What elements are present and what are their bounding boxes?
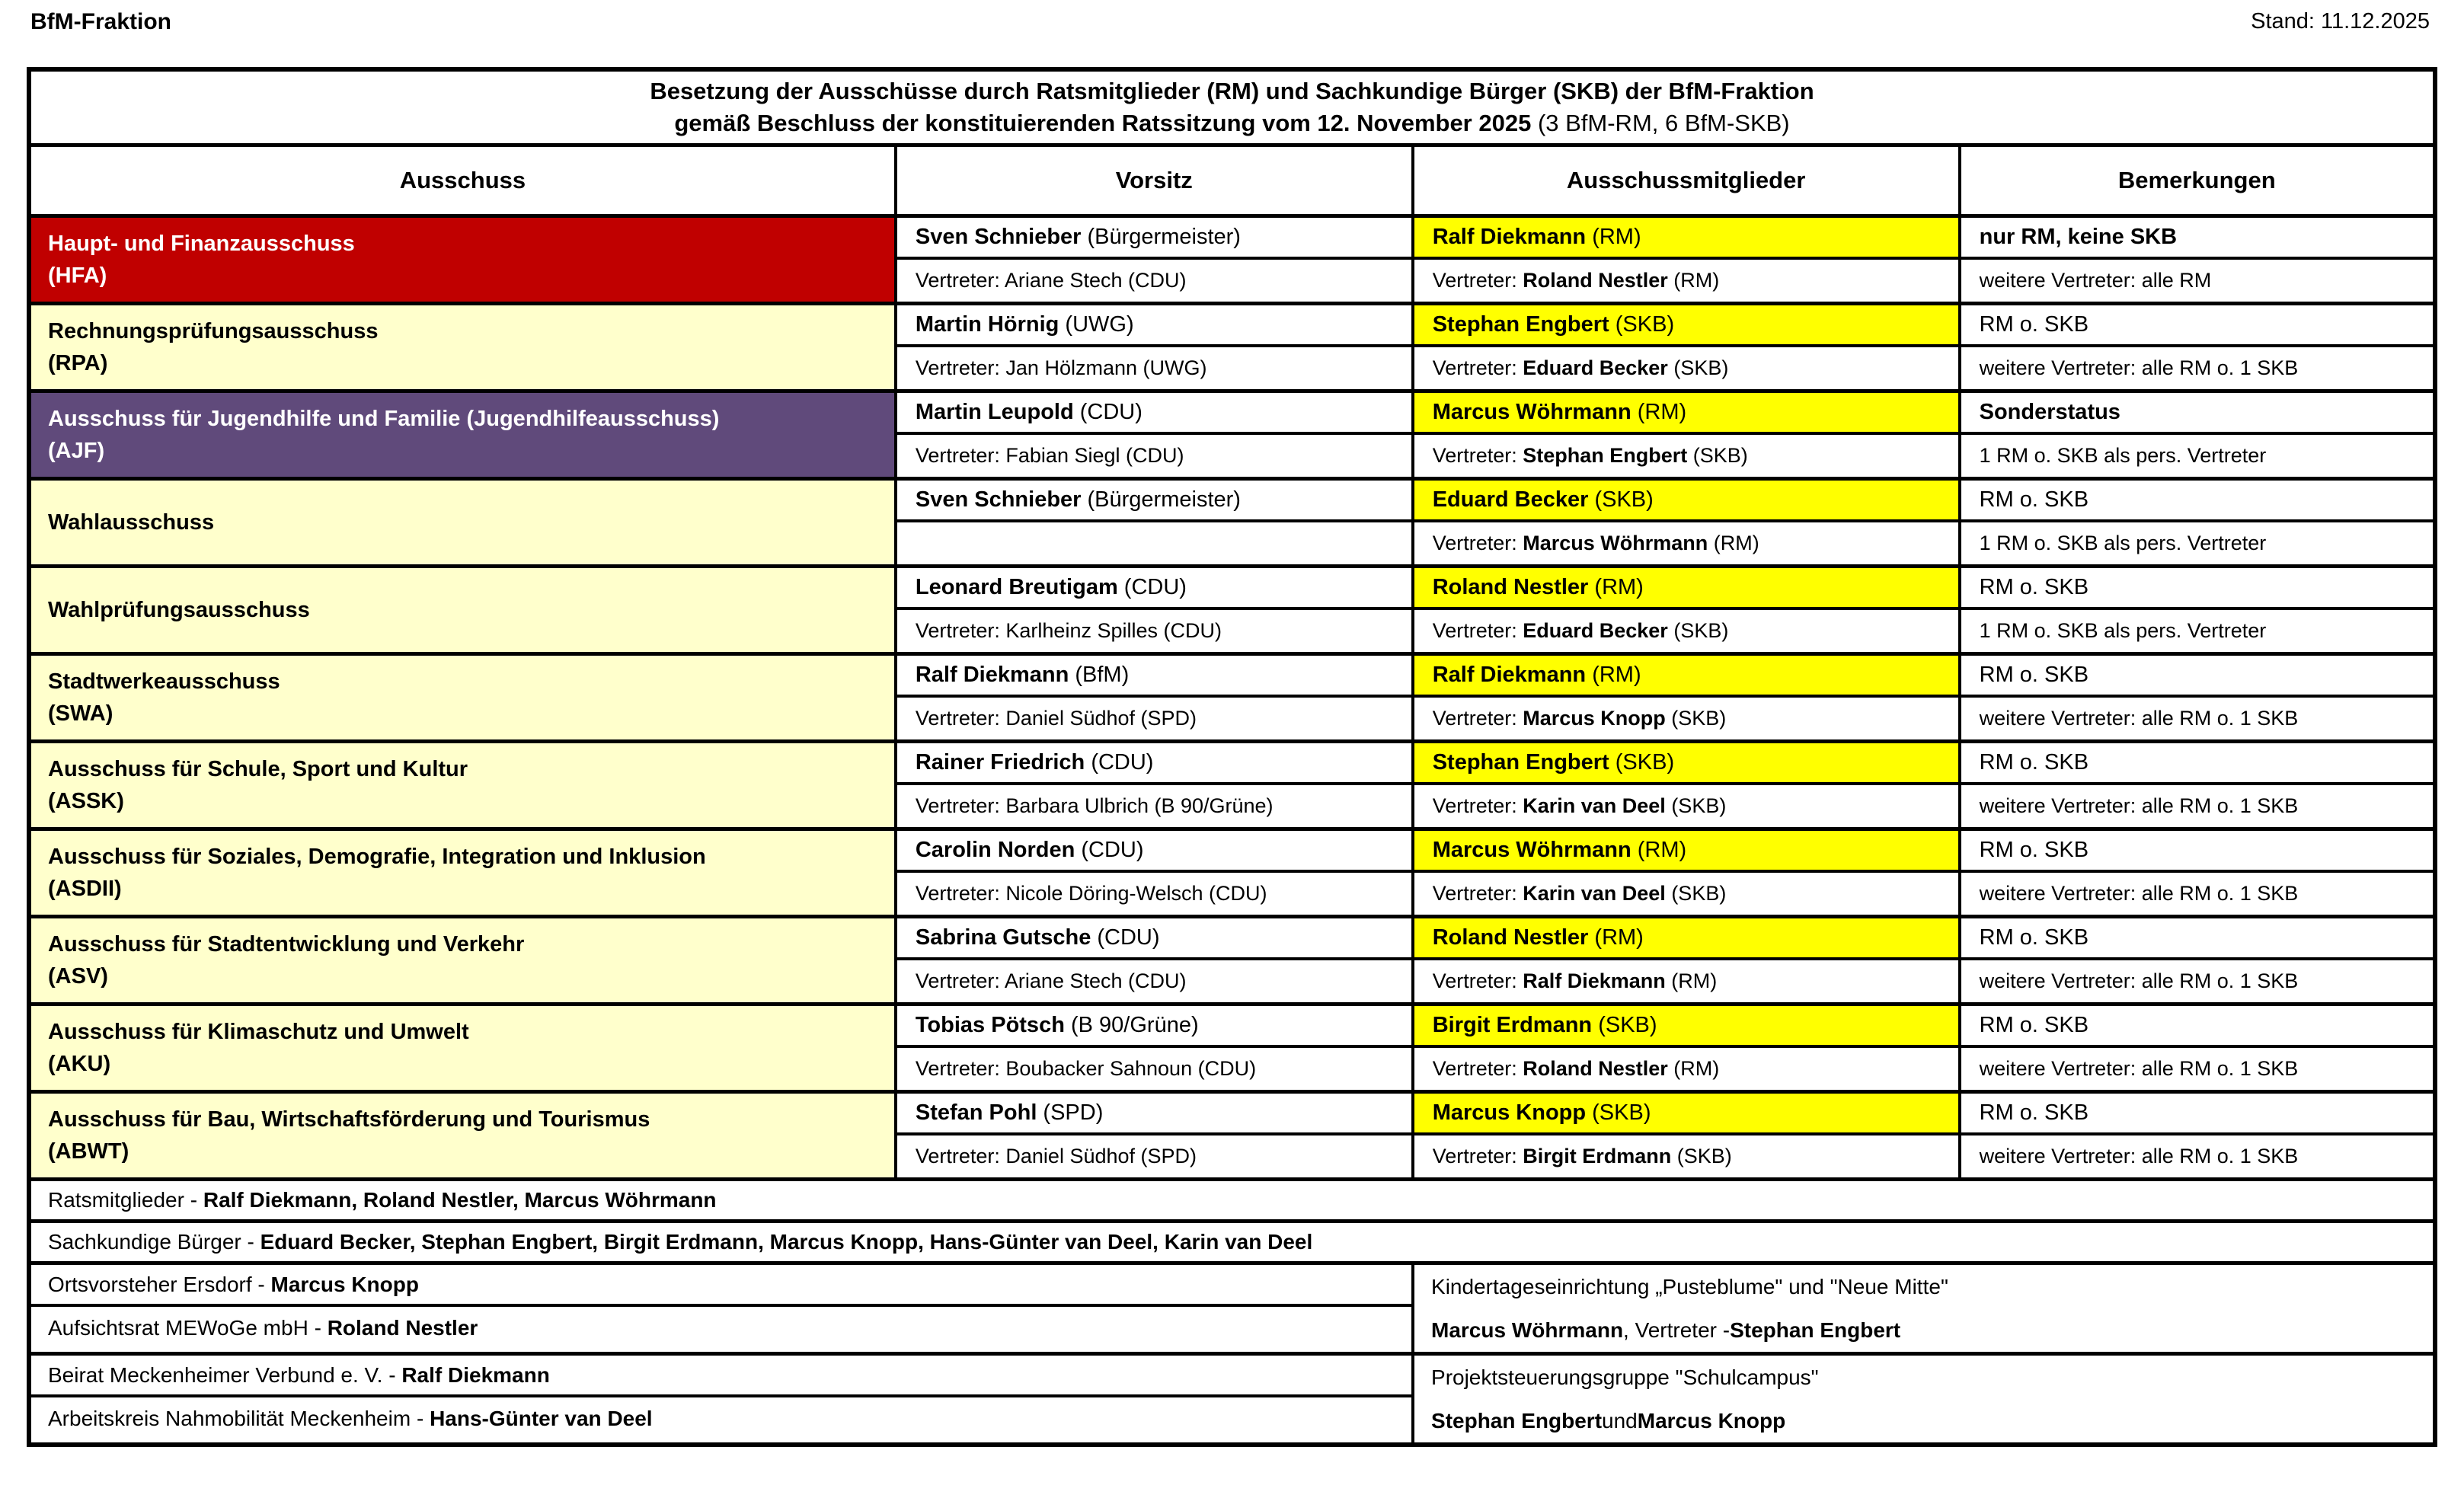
committee-abbr: (ABWT) bbox=[48, 1139, 129, 1164]
mandate-name-segment: und bbox=[1602, 1408, 1638, 1433]
remarks-cell bbox=[1958, 481, 2433, 564]
committee-abbr: (AJF) bbox=[48, 439, 105, 463]
remarks-cell bbox=[1958, 218, 2433, 302]
member-line: Marcus Wöhrmann (RM) bbox=[1414, 393, 1958, 435]
members-cell bbox=[1411, 568, 1958, 652]
faction-title: BfM-Fraktion bbox=[30, 9, 171, 34]
member-deputy-line: Vertreter: Ralf Diekmann (RM) bbox=[1432, 969, 1718, 992]
member-line: Marcus Wöhrmann (RM) bbox=[1414, 831, 1958, 873]
mandate-right-line1: Kindertageseinrichtung „Pusteblume" und "Neue Mitte" bbox=[1431, 1274, 1948, 1298]
chair-cell bbox=[894, 393, 1411, 477]
remark-line: RM o. SKB bbox=[1961, 1006, 2433, 1048]
chair-line: Tobias Pötsch (B 90/Grüne) bbox=[897, 1006, 1411, 1048]
committee-row bbox=[31, 827, 2433, 915]
remark-deputy-line: weitere Vertreter: alle RM o. 1 SKB bbox=[1979, 882, 2299, 905]
member-deputy-line: Vertreter: Marcus Knopp (SKB) bbox=[1432, 707, 1727, 730]
chair-deputy-line: Vertreter: Nicole Döring-Welsch (CDU) bbox=[915, 882, 1267, 905]
remark-deputy-line: weitere Vertreter: alle RM o. 1 SKB bbox=[1979, 707, 2299, 730]
remark-deputy-line: 1 RM o. SKB als pers. Vertreter bbox=[1979, 444, 2267, 467]
members-cell bbox=[1411, 218, 1958, 302]
status-date: Stand: 11.12.2025 bbox=[2251, 9, 2430, 34]
remark-line: RM o. SKB bbox=[1961, 305, 2433, 347]
committee-name-cell bbox=[31, 1094, 894, 1177]
chair-deputy-line: Vertreter: Fabian Siegl (CDU) bbox=[915, 444, 1184, 467]
committee-abbr: (SWA) bbox=[48, 701, 113, 726]
committee-row bbox=[31, 915, 2433, 1002]
committee-name-cell bbox=[31, 656, 894, 739]
remark-deputy-line: weitere Vertreter: alle RM bbox=[1979, 269, 2212, 292]
committee-name: Wahlausschuss bbox=[48, 510, 215, 535]
committee-name-cell bbox=[31, 1006, 894, 1090]
mandate-name-segment: Marcus Knopp bbox=[1637, 1408, 1786, 1433]
footer-mandate-rows bbox=[31, 1261, 2433, 1442]
mandate-name-segment: Marcus Wöhrmann bbox=[1431, 1318, 1624, 1342]
committee-abbr: (ASDII) bbox=[48, 877, 122, 901]
members-cell bbox=[1411, 1094, 1958, 1177]
chair-cell bbox=[894, 743, 1411, 827]
members-cell bbox=[1411, 743, 1958, 827]
table-title bbox=[31, 72, 2433, 143]
member-deputy-line: Vertreter: Stephan Engbert (SKB) bbox=[1432, 444, 1748, 467]
page-header bbox=[30, 9, 2430, 35]
mandate-right-line2 bbox=[1414, 1399, 2433, 1442]
mandate-name-segment: Stephan Engbert bbox=[1730, 1318, 1901, 1342]
committee-name: Stadtwerkeausschuss bbox=[48, 669, 280, 694]
committee-name: Rechnungsprüfungsausschuss bbox=[48, 319, 379, 343]
committee-abbr: (RPA) bbox=[48, 351, 108, 375]
chair-deputy-line bbox=[897, 522, 1411, 564]
members-cell bbox=[1411, 918, 1958, 1002]
remark-deputy-line: weitere Vertreter: alle RM o. 1 SKB bbox=[1979, 356, 2299, 379]
members-cell bbox=[1411, 831, 1958, 915]
mandate-right-cell bbox=[1411, 1265, 2433, 1352]
chair-line: Sabrina Gutsche (CDU) bbox=[897, 918, 1411, 960]
committee-name-cell bbox=[31, 481, 894, 564]
committee-name-cell bbox=[31, 568, 894, 652]
chair-line: Rainer Friedrich (CDU) bbox=[897, 743, 1411, 785]
committee-name: Ausschuss für Schule, Sport und Kultur bbox=[48, 757, 468, 781]
mandate-left-cell bbox=[31, 1265, 1411, 1352]
chair-line: Carolin Norden (CDU) bbox=[897, 831, 1411, 873]
member-line: Ralf Diekmann (RM) bbox=[1414, 656, 1958, 698]
committee-row bbox=[31, 1090, 2433, 1177]
member-line: Stephan Engbert (SKB) bbox=[1414, 743, 1958, 785]
mandate-right-cell bbox=[1411, 1356, 2433, 1442]
committee-abbr: (AKU) bbox=[48, 1052, 111, 1076]
remark-line: RM o. SKB bbox=[1961, 656, 2433, 698]
mandate-left-cell bbox=[31, 1356, 1411, 1442]
chair-cell bbox=[894, 831, 1411, 915]
member-line: Stephan Engbert (SKB) bbox=[1414, 305, 1958, 347]
members-cell bbox=[1411, 481, 1958, 564]
chair-cell bbox=[894, 918, 1411, 1002]
chair-deputy-line: Vertreter: Karlheinz Spilles (CDU) bbox=[915, 619, 1222, 642]
remark-line: nur RM, keine SKB bbox=[1961, 218, 2433, 260]
chair-deputy-line: Vertreter: Barbara Ulbrich (B 90/Grüne) bbox=[915, 794, 1274, 817]
remark-line: Sonderstatus bbox=[1961, 393, 2433, 435]
committee-name: Haupt- und Finanzausschuss bbox=[48, 232, 355, 256]
committee-name-cell bbox=[31, 393, 894, 477]
table-title-line1: Besetzung der Ausschüsse durch Ratsmitglieder (RM) und Sachkundige Bürger (SKB) der BfM-Fraktion bbox=[650, 78, 1814, 104]
member-line: Ralf Diekmann (RM) bbox=[1414, 218, 1958, 260]
committee-name-cell bbox=[31, 831, 894, 915]
committee-row bbox=[31, 302, 2433, 389]
chair-line: Sven Schnieber (Bürgermeister) bbox=[897, 218, 1411, 260]
remark-deputy-line: 1 RM o. SKB als pers. Vertreter bbox=[1979, 619, 2267, 642]
remark-deputy-line: 1 RM o. SKB als pers. Vertreter bbox=[1979, 532, 2267, 554]
remark-deputy-line: weitere Vertreter: alle RM o. 1 SKB bbox=[1979, 1057, 2299, 1080]
chair-deputy-line: Vertreter: Ariane Stech (CDU) bbox=[915, 969, 1187, 992]
chair-cell bbox=[894, 656, 1411, 739]
member-deputy-line: Vertreter: Roland Nestler (RM) bbox=[1432, 269, 1720, 292]
chair-cell bbox=[894, 305, 1411, 389]
committee-name: Ausschuss für Klimaschutz und Umwelt bbox=[48, 1020, 469, 1044]
mandate-name-segment: Stephan Engbert bbox=[1431, 1408, 1603, 1433]
committee-table bbox=[27, 67, 2437, 1447]
member-deputy-line: Vertreter: Roland Nestler (RM) bbox=[1432, 1057, 1720, 1080]
remark-line: RM o. SKB bbox=[1961, 481, 2433, 522]
committee-row bbox=[31, 564, 2433, 652]
column-header-mitglieder: Ausschussmitglieder bbox=[1411, 147, 1958, 214]
mandate-item: Beirat Meckenheimer Verbund e. V. - Ralf Diekmann bbox=[31, 1356, 1411, 1397]
remark-deputy-line: weitere Vertreter: alle RM o. 1 SKB bbox=[1979, 794, 2299, 817]
chair-deputy-line: Vertreter: Ariane Stech (CDU) bbox=[915, 269, 1187, 292]
committee-name: Ausschuss für Soziales, Demografie, Integration und Inklusion bbox=[48, 845, 706, 869]
member-deputy-line: Vertreter: Karin van Deel (SKB) bbox=[1432, 794, 1727, 817]
committee-abbr: (ASV) bbox=[48, 964, 108, 989]
remarks-cell bbox=[1958, 1006, 2433, 1090]
committee-name-cell bbox=[31, 218, 894, 302]
members-cell bbox=[1411, 305, 1958, 389]
member-line: Roland Nestler (RM) bbox=[1414, 918, 1958, 960]
committee-name-cell bbox=[31, 918, 894, 1002]
remarks-cell bbox=[1958, 831, 2433, 915]
committee-name: Wahlprüfungsausschuss bbox=[48, 598, 310, 622]
members-cell bbox=[1411, 393, 1958, 477]
remarks-cell bbox=[1958, 918, 2433, 1002]
mandate-item: Arbeitskreis Nahmobilität Meckenheim - Hans-Günter van Deel bbox=[48, 1406, 653, 1430]
members-cell bbox=[1411, 1006, 1958, 1090]
footer-mandate-row bbox=[31, 1352, 2433, 1442]
mandate-right-line2 bbox=[1414, 1308, 2433, 1352]
table-title-line2: gemäß Beschluss der konstituierenden Ratssitzung vom 12. November 2025 (3 BfM-RM, 6 BfM-SKB) bbox=[674, 110, 1790, 136]
member-line: Roland Nestler (RM) bbox=[1414, 568, 1958, 610]
committee-row bbox=[31, 389, 2433, 477]
members-cell bbox=[1411, 656, 1958, 739]
remarks-cell bbox=[1958, 305, 2433, 389]
remark-deputy-line: weitere Vertreter: alle RM o. 1 SKB bbox=[1979, 969, 2299, 992]
chair-cell bbox=[894, 1094, 1411, 1177]
committee-rows bbox=[31, 214, 2433, 1177]
chair-deputy-line: Vertreter: Jan Hölzmann (UWG) bbox=[915, 356, 1207, 379]
column-header-row bbox=[31, 143, 2433, 214]
committee-row bbox=[31, 1002, 2433, 1090]
member-deputy-line: Vertreter: Eduard Becker (SKB) bbox=[1432, 356, 1729, 379]
committee-name: Ausschuss für Bau, Wirtschaftsförderung und Tourismus bbox=[48, 1107, 650, 1132]
remark-line: RM o. SKB bbox=[1961, 568, 2433, 610]
committee-abbr: (HFA) bbox=[48, 264, 107, 288]
member-deputy-line: Vertreter: Marcus Wöhrmann (RM) bbox=[1432, 532, 1759, 554]
remarks-cell bbox=[1958, 743, 2433, 827]
committee-row bbox=[31, 739, 2433, 827]
member-line: Eduard Becker (SKB) bbox=[1414, 481, 1958, 522]
chair-line: Stefan Pohl (SPD) bbox=[897, 1094, 1411, 1135]
remark-line: RM o. SKB bbox=[1961, 1094, 2433, 1135]
mandate-item: Ortsvorsteher Ersdorf - Marcus Knopp bbox=[31, 1265, 1411, 1307]
chair-cell bbox=[894, 1006, 1411, 1090]
chair-line: Leonard Breutigam (CDU) bbox=[897, 568, 1411, 610]
chair-deputy-line: Vertreter: Daniel Südhof (SPD) bbox=[915, 1145, 1197, 1167]
chair-line: Ralf Diekmann (BfM) bbox=[897, 656, 1411, 698]
chair-cell bbox=[894, 481, 1411, 564]
member-deputy-line: Vertreter: Eduard Becker (SKB) bbox=[1432, 619, 1729, 642]
committee-row bbox=[31, 477, 2433, 564]
chair-line: Martin Leupold (CDU) bbox=[897, 393, 1411, 435]
column-header-bemerkungen: Bemerkungen bbox=[1958, 147, 2433, 214]
committee-abbr: (ASSK) bbox=[48, 789, 124, 813]
committee-name: Ausschuss für Stadtentwicklung und Verkehr bbox=[48, 932, 525, 957]
remark-line: RM o. SKB bbox=[1961, 743, 2433, 785]
remarks-cell bbox=[1958, 568, 2433, 652]
chair-line: Sven Schnieber (Bürgermeister) bbox=[897, 481, 1411, 522]
member-deputy-line: Vertreter: Birgit Erdmann (SKB) bbox=[1432, 1145, 1732, 1167]
mandate-item: Aufsichtsrat MEWoGe mbH - Roland Nestler bbox=[48, 1315, 478, 1340]
remark-line: RM o. SKB bbox=[1961, 918, 2433, 960]
footer-summary-row: Sachkundige Bürger - Eduard Becker, Stephan Engbert, Birgit Erdmann, Marcus Knopp, Hans-Günter van Deel, Karin van Deel bbox=[31, 1219, 2433, 1261]
mandate-name-segment: , Vertreter - bbox=[1623, 1318, 1731, 1342]
committee-name: Ausschuss für Jugendhilfe und Familie (Jugendhilfeausschuss) bbox=[48, 407, 720, 431]
remarks-cell bbox=[1958, 656, 2433, 739]
committee-row bbox=[31, 652, 2433, 739]
member-line: Birgit Erdmann (SKB) bbox=[1414, 1006, 1958, 1048]
remark-line: RM o. SKB bbox=[1961, 831, 2433, 873]
remarks-cell bbox=[1958, 393, 2433, 477]
mandate-right-line1: Projektsteuerungsgruppe "Schulcampus" bbox=[1431, 1365, 1819, 1389]
footer-summary-rows bbox=[31, 1177, 2433, 1261]
column-header-ausschuss: Ausschuss bbox=[399, 167, 526, 193]
committee-row bbox=[31, 214, 2433, 302]
remarks-cell bbox=[1958, 1094, 2433, 1177]
chair-deputy-line: Vertreter: Boubacker Sahnoun (CDU) bbox=[915, 1057, 1257, 1080]
chair-deputy-line: Vertreter: Daniel Südhof (SPD) bbox=[915, 707, 1197, 730]
remark-deputy-line: weitere Vertreter: alle RM o. 1 SKB bbox=[1979, 1145, 2299, 1167]
committee-name-cell bbox=[31, 305, 894, 389]
footer-mandate-row bbox=[31, 1261, 2433, 1352]
chair-line: Martin Hörnig (UWG) bbox=[897, 305, 1411, 347]
footer-summary-row: Ratsmitglieder - Ralf Diekmann, Roland Nestler, Marcus Wöhrmann bbox=[31, 1177, 2433, 1219]
committee-name-cell bbox=[31, 743, 894, 827]
member-line: Marcus Knopp (SKB) bbox=[1414, 1094, 1958, 1135]
column-header-vorsitz: Vorsitz bbox=[894, 147, 1411, 214]
chair-cell bbox=[894, 568, 1411, 652]
member-deputy-line: Vertreter: Karin van Deel (SKB) bbox=[1432, 882, 1727, 905]
chair-cell bbox=[894, 218, 1411, 302]
